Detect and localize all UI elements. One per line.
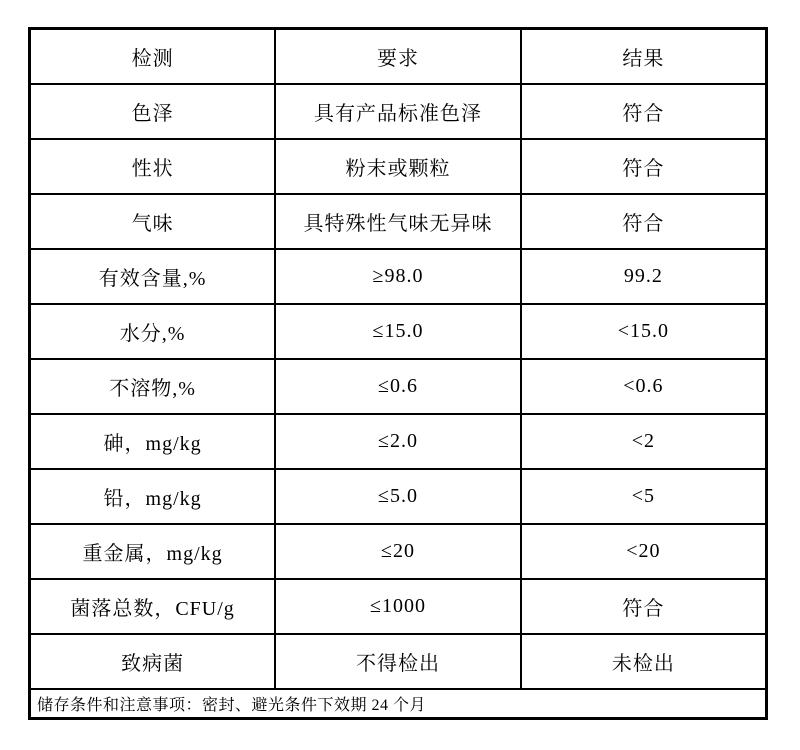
table-row (30, 304, 767, 359)
table-row (30, 579, 767, 634)
table-row (30, 359, 767, 414)
table-row (30, 524, 767, 579)
header-cell-result: 结果 (521, 29, 767, 85)
cell-test: 水分,% (30, 304, 276, 359)
cell-result: 符合 (521, 579, 767, 634)
cell-result: <15.0 (521, 304, 767, 359)
cell-requirement: ≤2.0 (275, 414, 521, 469)
table-row (30, 84, 767, 139)
cell-test: 不溶物,% (30, 359, 276, 414)
cell-result: 符合 (521, 84, 767, 139)
cell-requirement: ≤5.0 (275, 469, 521, 524)
table-header (30, 29, 767, 85)
table-row (30, 469, 767, 524)
cell-test: 气味 (30, 194, 276, 249)
table-row (30, 194, 767, 249)
cell-test: 色泽 (30, 84, 276, 139)
cell-test: 致病菌 (30, 634, 276, 689)
cell-result: <2 (521, 414, 767, 469)
header-cell-requirement: 要求 (275, 29, 521, 85)
cell-result: <20 (521, 524, 767, 579)
cell-test: 菌落总数，CFU/g (30, 579, 276, 634)
cell-result: 符合 (521, 194, 767, 249)
cell-test: 重金属，mg/kg (30, 524, 276, 579)
cell-result: 符合 (521, 139, 767, 194)
cell-requirement: 不得检出 (275, 634, 521, 689)
cell-result: 99.2 (521, 249, 767, 304)
table-body (30, 84, 767, 719)
cell-requirement: 粉末或颗粒 (275, 139, 521, 194)
cell-requirement: ≤15.0 (275, 304, 521, 359)
cell-result: 未检出 (521, 634, 767, 689)
cell-test: 有效含量,% (30, 249, 276, 304)
cell-test: 砷，mg/kg (30, 414, 276, 469)
cell-requirement: ≤1000 (275, 579, 521, 634)
cell-requirement: 具有产品标准色泽 (275, 84, 521, 139)
header-row (30, 29, 767, 85)
table-row (30, 414, 767, 469)
footer-row (30, 689, 767, 719)
table-row (30, 249, 767, 304)
cell-result: <5 (521, 469, 767, 524)
cell-result: <0.6 (521, 359, 767, 414)
table-row (30, 139, 767, 194)
header-cell-test: 检测 (30, 29, 276, 85)
cell-test: 性状 (30, 139, 276, 194)
cell-test: 铅，mg/kg (30, 469, 276, 524)
inspection-spec-table (28, 27, 768, 720)
cell-requirement: ≤20 (275, 524, 521, 579)
table-row (30, 634, 767, 689)
cell-requirement: ≥98.0 (275, 249, 521, 304)
cell-requirement: ≤0.6 (275, 359, 521, 414)
cell-requirement: 具特殊性气味无异味 (275, 194, 521, 249)
storage-conditions-note: 储存条件和注意事项：密封、避光条件下效期 24 个月 (30, 689, 767, 719)
